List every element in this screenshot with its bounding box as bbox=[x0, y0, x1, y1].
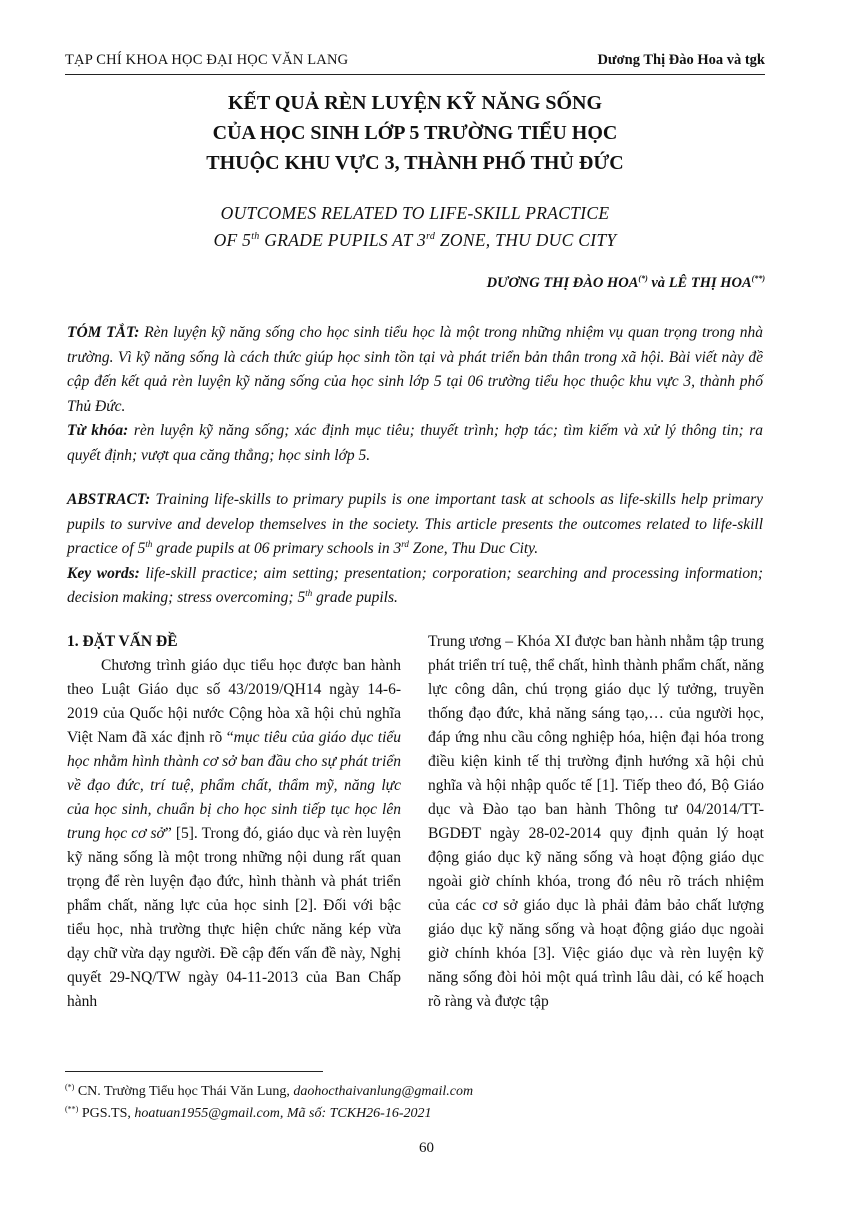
superscript: rd bbox=[426, 231, 436, 243]
running-header bbox=[65, 52, 765, 75]
body-column-left bbox=[67, 630, 401, 1014]
keywords-vi-label: Từ khóa: bbox=[67, 422, 129, 439]
abstract-vi-paragraph bbox=[67, 321, 763, 419]
superscript: th bbox=[251, 231, 260, 243]
abstract-english bbox=[67, 488, 763, 611]
header-authors: Dương Thị Đào Hoa và tgk bbox=[597, 52, 765, 68]
author-conjunction: và bbox=[647, 275, 669, 291]
abstract-vi-label: TÓM TẮT: bbox=[67, 324, 140, 341]
author-2-mark: (**) bbox=[751, 274, 765, 284]
title-vietnamese bbox=[65, 88, 765, 178]
title-en-text: OF 5 bbox=[213, 230, 252, 250]
author-2: LÊ THỊ HOA bbox=[668, 275, 752, 291]
section-heading: 1. ĐẶT VẤN ĐỀ bbox=[67, 633, 178, 650]
author-1: DƯƠNG THỊ ĐÀO HOA bbox=[486, 275, 639, 291]
author-line bbox=[487, 275, 765, 292]
footnote-divider bbox=[65, 1071, 323, 1072]
title-en-line: OUTCOMES RELATED TO LIFE-SKILL PRACTICE bbox=[220, 203, 610, 223]
abstract-en-paragraph bbox=[67, 488, 763, 562]
footnote-mark: (**) bbox=[65, 1104, 79, 1114]
footnote-email: hoatuan1955@gmail.com, Mã số: TCKH26-16-2021 bbox=[134, 1106, 432, 1121]
body-text: Chương trình giáo dục tiểu học được ban hành theo Luật Giáo dục số 43/2019/QH14 ngày 14-6-2019 của Quốc hội nước Cộng hòa xã hội chủ nghĩa Việt Nam đã xác định rõ “ bbox=[67, 657, 401, 746]
title-en-text: ZONE, THU DUC CITY bbox=[435, 230, 617, 250]
title-vi-line: KẾT QUẢ RÈN LUYỆN KỸ NĂNG SỐNG bbox=[227, 92, 603, 114]
footnote-1 bbox=[65, 1081, 765, 1103]
keywords-en-label: Key words: bbox=[67, 564, 140, 582]
abstract-vi-text: Rèn luyện kỹ năng sống cho học sinh tiểu học là một trong những nhiệm vụ quan trọng trong nhà trường. Vì kỹ năng sống là cách thức giúp học sinh tồn tại và phát triển bản thân trong xã hội. Bài viết này đề cập đến kết quả rèn luyện kỹ năng sống của học sinh lớp 5 tại 06 trường tiểu học thuộc khu vực 3, thành phố Thủ Đức. bbox=[67, 324, 764, 415]
superscript: rd bbox=[401, 538, 409, 549]
title-en-line bbox=[65, 227, 765, 254]
abstract-en-label: ABSTRACT: bbox=[67, 491, 151, 508]
author-1-mark: (*) bbox=[638, 274, 648, 284]
keywords-vi-text: rèn luyện kỹ năng sống; xác định mục tiêu; thuyết trình; hợp tác; tìm kiếm và xử lý thông tin; ra quyết định; vượt qua căng thẳng; học sinh lớp 5. bbox=[67, 422, 763, 464]
page-number: 60 bbox=[419, 1140, 434, 1156]
keywords-vi-paragraph bbox=[67, 419, 763, 468]
abstract-vietnamese bbox=[67, 321, 763, 468]
footnote-2 bbox=[65, 1103, 765, 1125]
keywords-en-paragraph bbox=[67, 562, 763, 611]
footnote-text: PGS.TS, bbox=[78, 1106, 135, 1121]
body-paragraph-continued: Trung ương – Khóa XI được ban hành nhằm tập trung phát triển trí tuệ, thể chất, hình thành phẩm chất, năng lực công dân, chú trọng giáo dục lý tưởng, truyền thống đạo đức, khả năng sáng tạo,… của người học, đáp ứng nhu cầu công nghiệp hóa, hiện đại hóa trong điều kiện kinh tế thị trường định hướng xã hội chủ nghĩa và hội nhập quốc tế [1]. Tiếp theo đó, Bộ Giáo dục và Đào tạo ban hành Thông tư 04/2014/TT-BGDĐT ngày 28-02-2014 quy định quản lý hoạt động giáo dục kỹ năng sống và hoạt động giáo dục ngoài giờ chính khóa, trong đó nêu rõ trách nhiệm của các cơ sở giáo dục là phải đảm bảo chất lượng giáo dục kỹ năng sống và hoạt động giáo dục ngoài giờ chính khóa [3]. Việc giáo dục và rèn luyện kỹ năng sống đòi hỏi một quá trình lâu dài, có kế hoạch rõ ràng và được tập bbox=[428, 633, 764, 1010]
footnote-mark: (*) bbox=[65, 1082, 75, 1092]
abstract-en-text: grade pupils at 06 primary schools in 3 bbox=[152, 540, 402, 557]
superscript: th bbox=[305, 587, 313, 598]
title-en-text: GRADE PUPILS AT 3 bbox=[259, 230, 427, 250]
keywords-en-text: grade pupils. bbox=[312, 589, 398, 606]
title-english bbox=[65, 200, 765, 254]
footnotes bbox=[65, 1081, 765, 1125]
journal-name: TẠP CHÍ KHOA HỌC ĐẠI HỌC VĂN LANG bbox=[65, 52, 349, 68]
title-vi-line: THUỘC KHU VỰC 3, THÀNH PHỐ THỦ ĐỨC bbox=[206, 152, 624, 174]
footnote-text: CN. Trường Tiểu học Thái Văn Lung, bbox=[74, 1084, 294, 1099]
keywords-en-text: life-skill practice; aim setting; presentation; corporation; searching and processing information; decision making; stress overcoming; 5 bbox=[67, 564, 763, 606]
body-quote: mục tiêu của giáo dục tiểu học nhằm hình thành cơ sở ban đầu cho sự phát triển về đạo đức, trí tuệ, phẩm chất, thẩm mỹ, năng lực của học sinh, chuẩn bị cho học sinh tiếp tục học lên trung học cơ sở bbox=[67, 729, 402, 842]
superscript: th bbox=[145, 538, 153, 549]
abstract-en-text: Training life-skills to primary pupils is one important task at schools as life-skills help primary pupils to survive and develop themselves in the society. This article presents the outcomes related to life-skill practice of 5 bbox=[67, 491, 763, 557]
body-text: ” [5]. Trong đó, giáo dục và rèn luyện kỹ năng sống là một trong những nội dung rất quan trọng để rèn luyện đạo đức, hình thành và phát triển phẩm chất, năng lực của học sinh [2]. Đối với bậc tiểu học, nhà trường thực hiện chức năng kép vừa dạy chữ vừa dạy người. Đề cập đến vấn đề này, Nghị quyết 29-NQ/TW ngày 04-11-2013 của Ban Chấp hành bbox=[67, 825, 401, 1010]
footnote-email: daohocthaivanlung@gmail.com bbox=[293, 1084, 474, 1099]
title-vi-line: CỦA HỌC SINH LỚP 5 TRƯỜNG TIỂU HỌC bbox=[212, 122, 618, 144]
body-column-right bbox=[428, 630, 764, 1014]
abstract-en-text: Zone, Thu Duc City. bbox=[408, 540, 539, 557]
body-paragraph bbox=[67, 654, 401, 1014]
